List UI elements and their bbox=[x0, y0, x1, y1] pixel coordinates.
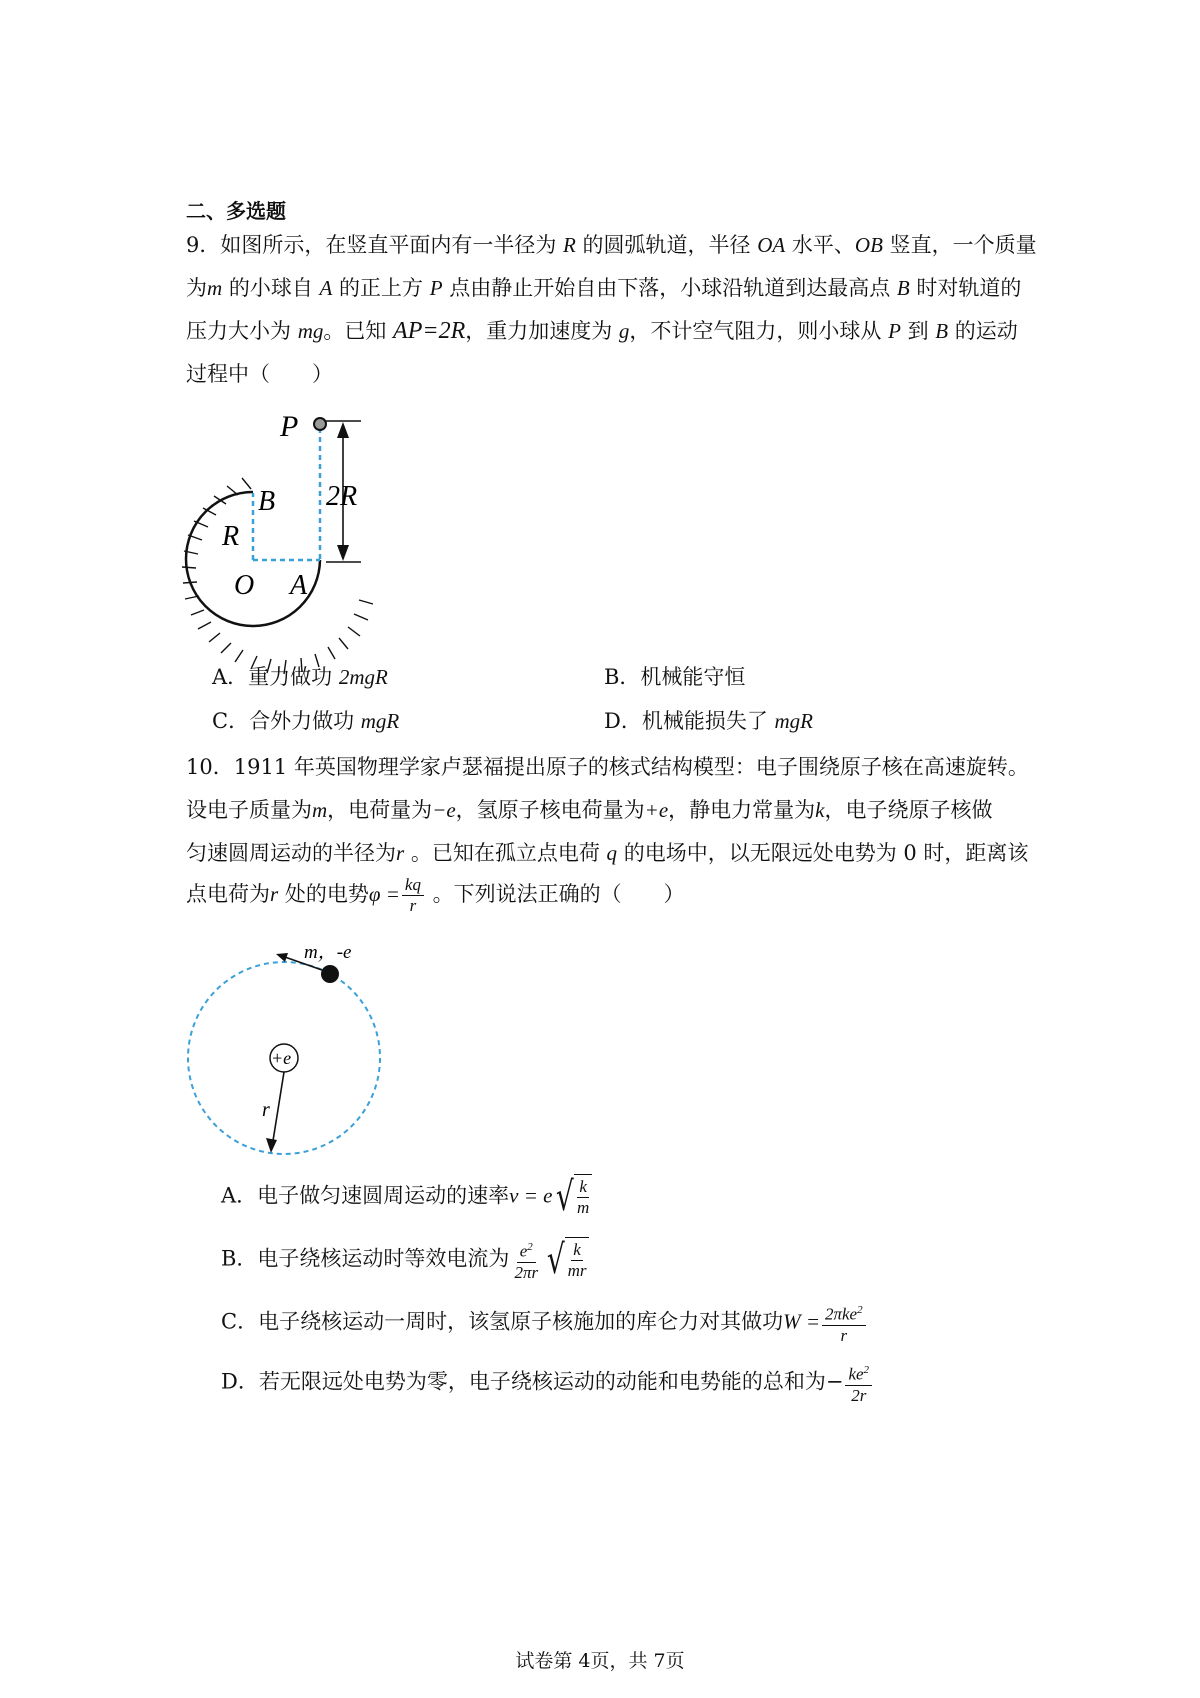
q9-line-4: 过程中（ ） bbox=[186, 362, 333, 386]
q9-option-c[interactable]: C．合外力做功 mgR bbox=[212, 709, 400, 733]
electron bbox=[321, 965, 339, 983]
label-A: A bbox=[290, 570, 308, 601]
q10-option-a[interactable]: A．电子做匀速圆周运动的速率v = e √ k m bbox=[221, 1174, 592, 1220]
q10-line-4: 点电荷为r 处的电势φ = $\frac{kq}{r}$ 。下列说法正确的（ ） bbox=[186, 875, 685, 915]
q9-line-1: 9．如图所示，在竖直平面内有一半径为 R 的圆弧轨道，半径 OA 水平、OB 竖直，一个质量 bbox=[186, 233, 1037, 257]
label-B: B bbox=[258, 486, 276, 517]
radius-line bbox=[272, 1072, 284, 1147]
energy-fraction: $\frac{ke^2}{2r}$ bbox=[845, 1360, 872, 1406]
q10-option-c[interactable]: C．电子绕核运动一周时，该氢原子核施加的库仑力对其做功W = $\frac{2\pi ke^2}{r}$ bbox=[221, 1300, 868, 1346]
q9-line-3: 压力大小为 mg。已知 AP=2R，重力加速度为 g，不计空气阻力，则小球从 P 到 B 的运动 bbox=[186, 318, 1018, 344]
q10-line-2: 设电子质量为m，电荷量为−e，氢原子核电荷量为+e，静电力常量为k，电子绕原子核做 bbox=[186, 798, 993, 822]
q10-option-b[interactable]: B．电子绕核运动时等效电流为 $\frac{e^2}{2\pi r}$ √ k mr bbox=[221, 1237, 589, 1283]
q9-option-a[interactable]: A．重力做功 2mgR bbox=[212, 665, 388, 689]
potential-fraction: $\frac{kq}{r}$ bbox=[402, 875, 424, 916]
page-footer: 试卷第 4页，共 7页 bbox=[515, 1650, 685, 1672]
q9-option-b[interactable]: B．机械能守恒 bbox=[604, 665, 746, 689]
nucleus-label: +e bbox=[271, 1048, 292, 1068]
work-fraction: $\frac{2\pi ke^2}{r}$ bbox=[822, 1300, 866, 1346]
label-O: O bbox=[234, 570, 255, 601]
q9-option-d[interactable]: D．机械能损失了 mgR bbox=[604, 709, 814, 733]
section-title: 二、多选题 bbox=[186, 199, 286, 223]
current-fraction: $\frac{e^2}{2\pi r}$ bbox=[511, 1237, 541, 1283]
q10-option-d[interactable]: D．若无限远处电势为零，电子绕核运动的动能和电势能的总和为− $\frac{ke^2}{2r}$ bbox=[221, 1360, 874, 1406]
sqrt-k-over-mr: √ k mr bbox=[543, 1237, 589, 1283]
label-R: R bbox=[222, 521, 240, 552]
electron-label: m，-e bbox=[304, 942, 352, 963]
q10-figure bbox=[176, 940, 406, 1170]
label-2R: 2R bbox=[326, 481, 358, 512]
ball bbox=[314, 418, 326, 430]
label-P: P bbox=[280, 410, 299, 443]
radius-label: r bbox=[262, 1099, 270, 1121]
q9-line-2: 为m 的小球自 A 的正上方 P 点由静止开始自由下落，小球沿轨道到达最高点 B 时对轨道的 bbox=[186, 276, 1022, 300]
q9-figure bbox=[176, 400, 436, 690]
sqrt-k-over-m: √ k m bbox=[552, 1174, 592, 1220]
q10-line-3: 匀速圆周运动的半径为r 。已知在孤立点电荷 q 的电场中，以无限远处电势为 0 时，距离该 bbox=[186, 841, 1029, 865]
q10-line-1: 10．1911 年英国物理学家卢瑟福提出原子的核式结构模型：电子围绕原子核在高速旋转。 bbox=[186, 755, 1029, 779]
